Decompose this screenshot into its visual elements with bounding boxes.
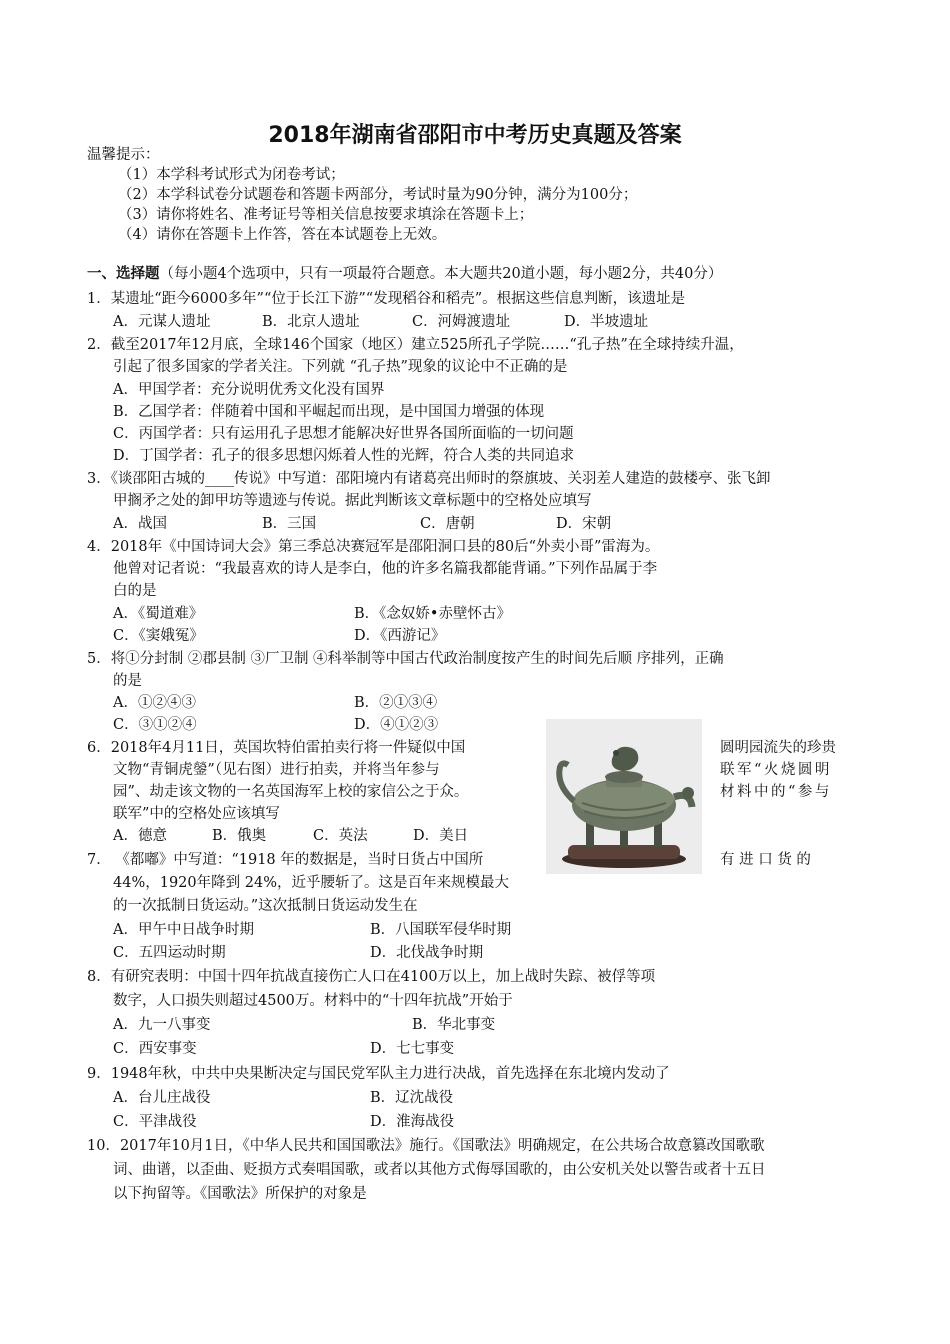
- q8-option-d: D．七七事变: [370, 1041, 455, 1057]
- q3-option-c: C．唐朝: [420, 516, 475, 532]
- question-7-stem-right: 有 进 口 货 的: [720, 852, 811, 868]
- question-7-stem: 7． 《都嘟》中写道：“1918 年的数据是，当时日货占中国所: [87, 852, 484, 868]
- tip-item: （3）请你将姓名、准考证号等相关信息按要求填涂在答题卡上；: [118, 207, 534, 223]
- tip-item: （1）本学科考试形式为闭卷考试；: [118, 167, 345, 183]
- q4-option-a: A．《蜀道难》: [113, 606, 204, 622]
- q7-option-a: A．甲午中日战争时期: [113, 922, 254, 938]
- q9-option-b: B．辽沈战役: [370, 1090, 454, 1106]
- bronze-vessel-illustration: [546, 719, 702, 874]
- question-6-stem: 园”、劫走该文物的一名英国海军上校的家信公之于众。: [113, 784, 469, 800]
- question-6-stem: 6．2018年4月11日，英国坎特伯雷拍卖行将一件疑似中国: [87, 740, 466, 756]
- q3-option-a: A．战国: [113, 516, 167, 532]
- q6-option-b: B．俄奥: [212, 828, 267, 844]
- q4-option-c: C．《窦娥冤》: [113, 628, 204, 644]
- q6-option-a: A．德意: [113, 828, 167, 844]
- question-2-stem: 引起了很多国家的学者关注。下列就 “孔子热”现象的议论中不正确的是: [113, 359, 568, 375]
- question-4-stem: 白的是: [113, 583, 157, 599]
- question-8-stem: 数字，人口损失则超过4500万。材料中的“十四年抗战”开始于: [113, 993, 513, 1009]
- question-7-stem: 44%，1920年降到 24%，近乎腰斩了。这是百年来规模最大: [113, 875, 509, 891]
- q5-option-b: B．②①③④: [354, 695, 438, 711]
- q5-option-a: A．①②④③: [113, 695, 196, 711]
- q8-option-b: B．华北事变: [412, 1017, 496, 1033]
- q5-option-c: C．③①②④: [113, 717, 197, 733]
- section-label: 一、选择题: [87, 266, 160, 282]
- q8-option-a: A．九一八事变: [113, 1017, 211, 1033]
- bronze-tiger-vessel-image: [546, 719, 702, 874]
- question-6-stem-right: 联军“火烧圆明: [720, 762, 832, 778]
- q3-option-d: D．宋朝: [556, 516, 612, 532]
- question-3-stem: 甲搁矛之处的卸甲坊等遗迹与传说。据此判断该文章标题中的空格处应填写: [113, 493, 592, 509]
- q4-option-d: D．《西游记》: [354, 628, 446, 644]
- q4-option-b: B．《念奴娇•赤壁怀古》: [354, 606, 511, 622]
- q8-option-c: C．西安事变: [113, 1041, 197, 1057]
- question-5-stem: 5．将①分封制 ②郡县制 ③厂卫制 ④科举制等中国古代政治制度按产生的时间先后顺 序排列，正确: [87, 651, 724, 667]
- question-1-stem: 1．某遗址“距今6000多年”“位于长江下游”“发现稻谷和稻壳”。根据这些信息判断，该遗址是: [87, 291, 686, 307]
- q9-option-a: A．台儿庄战役: [113, 1090, 211, 1106]
- tips-heading: 温馨提示：: [87, 147, 160, 163]
- question-6-stem-right: 圆明园流失的珍贵: [720, 740, 836, 756]
- question-5-stem: 的是: [113, 673, 142, 689]
- q2-option-c: C．丙国学者：只有运用孔子思想才能解决好世界各国所面临的一切问题: [113, 426, 574, 442]
- q7-option-b: B．八国联军侵华时期: [370, 922, 512, 938]
- question-6-stem: 联军”中的空格处应该填写: [113, 806, 280, 822]
- question-10-stem: 以下拘留等。《国歌法》所保护的对象是: [113, 1186, 367, 1202]
- q3-option-b: B．三国: [262, 516, 317, 532]
- q1-option-a: A．元谋人遗址: [113, 314, 211, 330]
- question-6-stem: 文物“青铜虎鎣”（见右图）进行拍卖，并将当年参与: [113, 762, 440, 778]
- q1-option-b: B．北京人遗址: [262, 314, 360, 330]
- section-note: （每小题4个选项中，只有一项最符合题意。本大题共20道小题，每小题2分，共40分）: [159, 266, 723, 282]
- section-header: [87, 264, 722, 284]
- q1-option-c: C．河姆渡遗址: [412, 314, 511, 330]
- q7-option-c: C．五四运动时期: [113, 945, 226, 961]
- question-10-stem: 词、曲谱，以歪曲、贬损方式奏唱国歌，或者以其他方式侮辱国歌的，由公安机关处以警告或者十五日: [113, 1162, 766, 1178]
- q5-option-d: D．④①②③: [354, 717, 439, 733]
- question-3-stem: 3．《谈邵阳古城的____传说》中写道：邵阳境内有诸葛亮出师时的祭旗坡、关羽差人建造的鼓楼亭、张飞卸: [87, 471, 771, 487]
- question-6-stem-right: 材料中的“参与: [720, 784, 832, 800]
- question-2-stem: 2．截至2017年12月底，全球146个国家（地区）建立525所孔子学院……“孔子热”在全球持续升温，: [87, 337, 744, 353]
- tip-item: （4）请你在答题卡上作答，答在本试题卷上无效。: [118, 227, 447, 243]
- q2-option-a: A．甲国学者：充分说明优秀文化没有国界: [113, 382, 385, 398]
- q6-option-c: C．英法: [313, 828, 368, 844]
- question-10-stem: 10．2017年10月1日，《中华人民共和国国歌法》施行。《国歌法》明确规定，在公共场合故意篡改国歌歌: [87, 1138, 765, 1154]
- question-7-stem: 的一次抵制日货运动。”这次抵制日货运动发生在: [113, 898, 418, 914]
- tip-item: （2）本学科试卷分试题卷和答题卡两部分，考试时量为90分钟，满分为100分；: [118, 187, 638, 203]
- question-4-stem: 4．2018年《中国诗词大会》第三季总决赛冠军是邵阳洞口县的80后“外卖小哥”雷海为。: [87, 539, 660, 555]
- q2-option-d: D．丁国学者：孔子的很多思想闪烁着人性的光辉，符合人类的共同追求: [113, 448, 575, 464]
- q9-option-d: D．淮海战役: [370, 1114, 455, 1130]
- question-8-stem: 8．有研究表明：中国十四年抗战直接伤亡人口在4100万以上，加上战时失踪、被俘等项: [87, 969, 656, 985]
- q7-option-d: D．北伐战争时期: [370, 945, 484, 961]
- q1-option-d: D．半坡遗址: [564, 314, 649, 330]
- q2-option-b: B．乙国学者：伴随着中国和平崛起而出现，是中国国力增强的体现: [113, 404, 545, 420]
- question-4-stem: 他曾对记者说：“我最喜欢的诗人是李白，他的许多名篇我都能背诵。”下列作品属于李: [113, 561, 658, 577]
- q6-option-d: D．美日: [413, 828, 469, 844]
- page-title: 2018年湖南省邵阳市中考历史真题及答案: [268, 123, 682, 148]
- q9-option-c: C．平津战役: [113, 1114, 197, 1130]
- question-9-stem: 9．1948年秋，中共中央果断决定与国民党军队主力进行决战，首先选择在东北境内发动了: [87, 1066, 670, 1082]
